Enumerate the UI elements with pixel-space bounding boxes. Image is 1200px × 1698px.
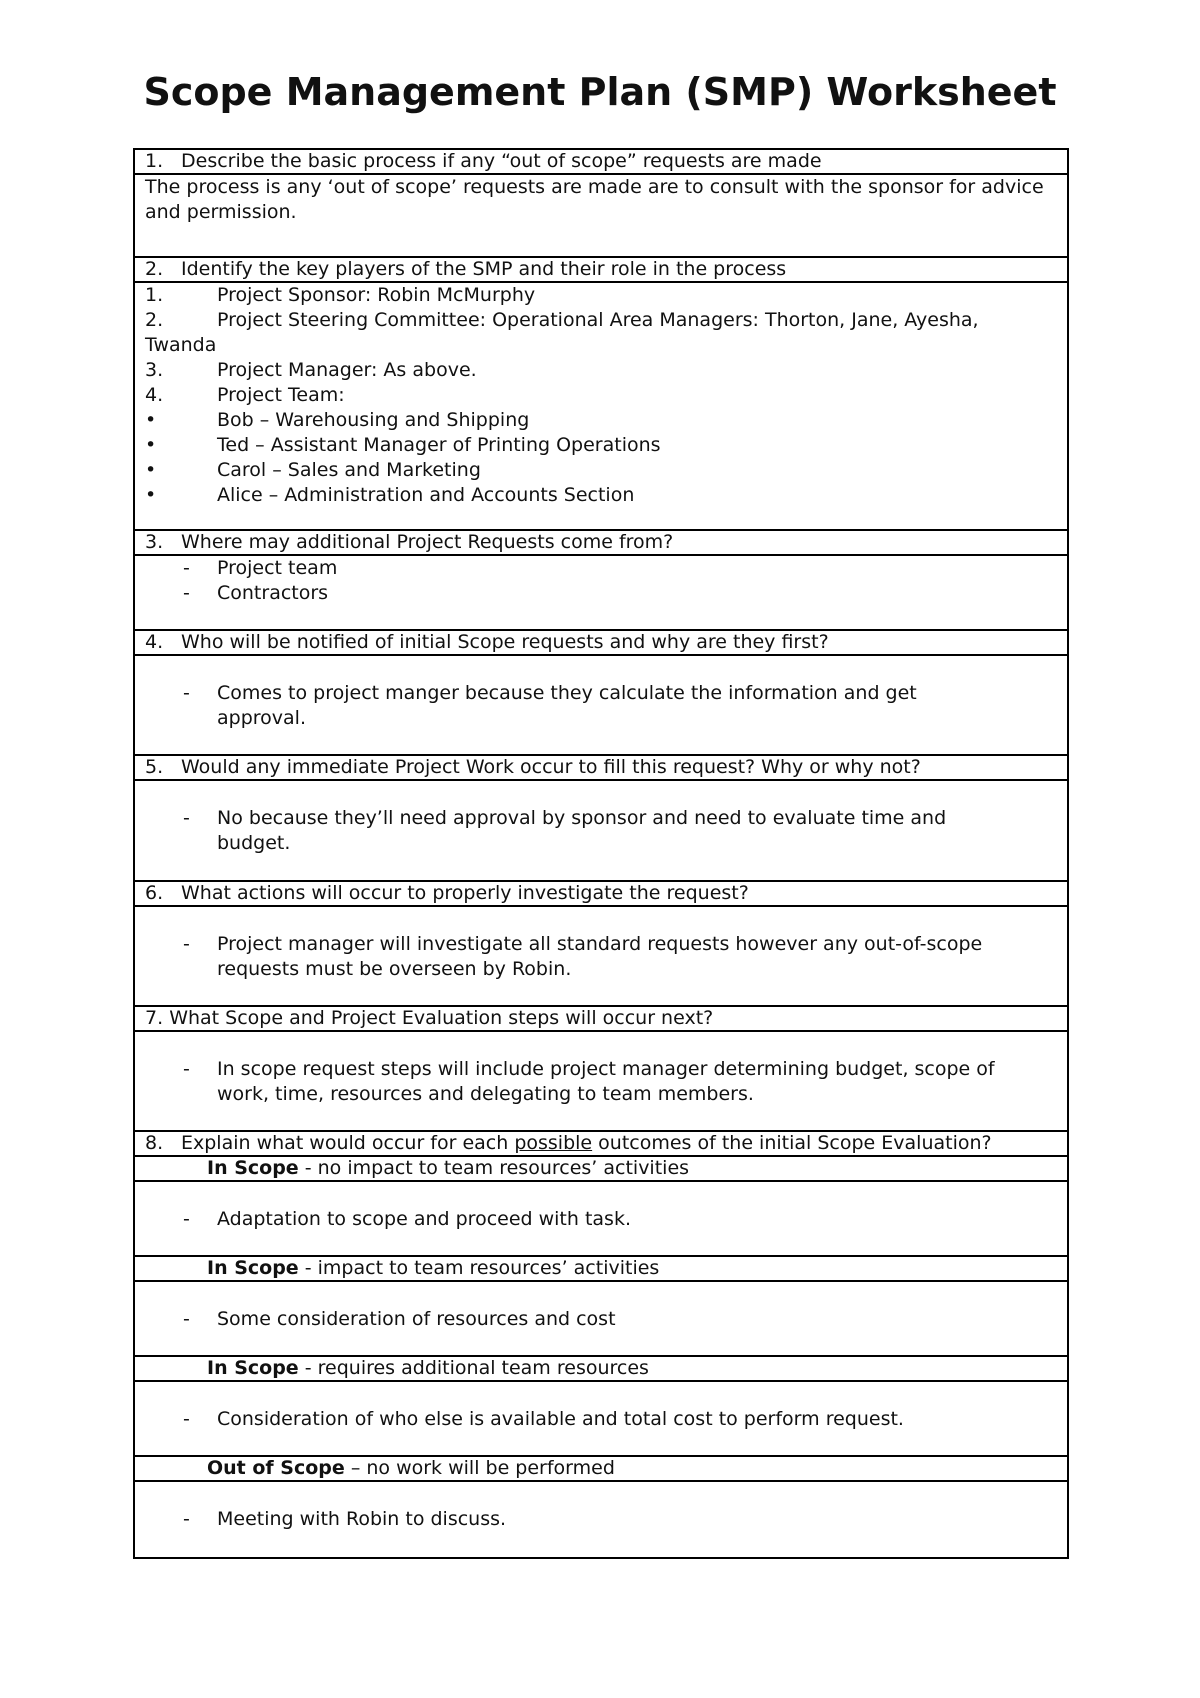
question-7 <box>135 1007 1067 1032</box>
question-text: What actions will occur to properly investigate the request? <box>181 882 749 904</box>
question-4 <box>135 631 1067 656</box>
list-item: • Bob – Warehousing and Shipping <box>145 409 530 431</box>
outcome-heading: In Scope - no impact to team resources’ activities <box>135 1157 1067 1182</box>
list-item: 3. Project Manager: As above. <box>145 359 477 381</box>
question-text: Describe the basic process if any “out of scope” requests are made <box>181 150 822 172</box>
list-item: 1. Project Sponsor: Robin McMurphy <box>145 284 536 306</box>
page-title: Scope Management Plan (SMP) Worksheet <box>143 70 1057 114</box>
list-item: - In scope request steps will include project manager determining budget, scope of work, time, resources and delegating to team members. <box>183 1058 995 1105</box>
list-item: - Consideration of who else is available and total cost to perform request. <box>183 1408 904 1430</box>
list-item: - Project team <box>183 557 338 579</box>
answer-3 <box>135 556 1067 631</box>
list-item: Twanda <box>145 334 217 356</box>
list-item: • Ted – Assistant Manager of Printing Operations <box>145 434 661 456</box>
question-text: Who will be notified of initial Scope requests and why are they first? <box>181 631 829 653</box>
list-item: - Meeting with Robin to discuss. <box>183 1508 507 1530</box>
list-item: 4. Project Team: <box>145 384 345 406</box>
question-5 <box>135 756 1067 781</box>
answer-text: The process is any ‘out of scope’ requests are made are to consult with the sponsor for advice and permission. <box>145 176 1044 223</box>
question-number: 4. <box>145 631 164 653</box>
answer-7 <box>135 1032 1067 1132</box>
list-item: - Contractors <box>183 582 329 604</box>
outcome-heading: In Scope - impact to team resources’ activities <box>135 1257 1067 1282</box>
outcome-answer <box>135 1282 1067 1357</box>
question-text: What Scope and Project Evaluation steps will occur next? <box>169 1007 714 1029</box>
outcome-answer <box>135 1382 1067 1457</box>
question-number: 8. <box>145 1132 164 1154</box>
question-8: 8. Explain what would occur for each possible outcomes of the initial Scope Evaluation? <box>135 1132 1067 1157</box>
answer-6 <box>135 907 1067 1007</box>
list-item: 2. Project Steering Committee: Operational Area Managers: Thorton, Jane, Ayesha, <box>145 309 979 331</box>
question-number: 5. <box>145 756 164 778</box>
question-number: 2. <box>145 258 164 280</box>
worksheet-table <box>133 148 1069 1559</box>
question-number: 1. <box>145 150 164 172</box>
question-3 <box>135 531 1067 556</box>
list-item: - Adaptation to scope and proceed with task. <box>183 1208 632 1230</box>
question-number: 6. <box>145 882 164 904</box>
list-item: • Carol – Sales and Marketing <box>145 459 481 481</box>
list-item: - No because they’ll need approval by sponsor and need to evaluate time and budget. <box>183 807 947 854</box>
answer-2 <box>135 283 1067 531</box>
question-1 <box>135 150 1067 175</box>
outcome-answer <box>135 1182 1067 1257</box>
answer-1 <box>135 175 1067 258</box>
list-item: - Project manager will investigate all standard requests however any out-of-scope requests must be overseen by Robin. <box>183 933 983 980</box>
outcome-heading: Out of Scope – no work will be performed <box>135 1457 1067 1482</box>
answer-4 <box>135 656 1067 756</box>
question-number: 3. <box>145 531 164 553</box>
question-number: 7. <box>145 1007 164 1029</box>
list-item: - Some consideration of resources and cost <box>183 1308 616 1330</box>
answer-5 <box>135 781 1067 882</box>
outcome-answer <box>135 1482 1067 1557</box>
question-text: Identify the key players of the SMP and their role in the process <box>181 258 787 280</box>
list-item: • Alice – Administration and Accounts Section <box>145 484 635 506</box>
question-2 <box>135 258 1067 283</box>
question-6 <box>135 882 1067 907</box>
list-item: - Comes to project manger because they calculate the information and get approval. <box>183 682 917 729</box>
outcome-heading: In Scope - requires additional team resources <box>135 1357 1067 1382</box>
question-text: Where may additional Project Requests come from? <box>181 531 674 553</box>
question-text: Would any immediate Project Work occur to fill this request? Why or why not? <box>181 756 921 778</box>
